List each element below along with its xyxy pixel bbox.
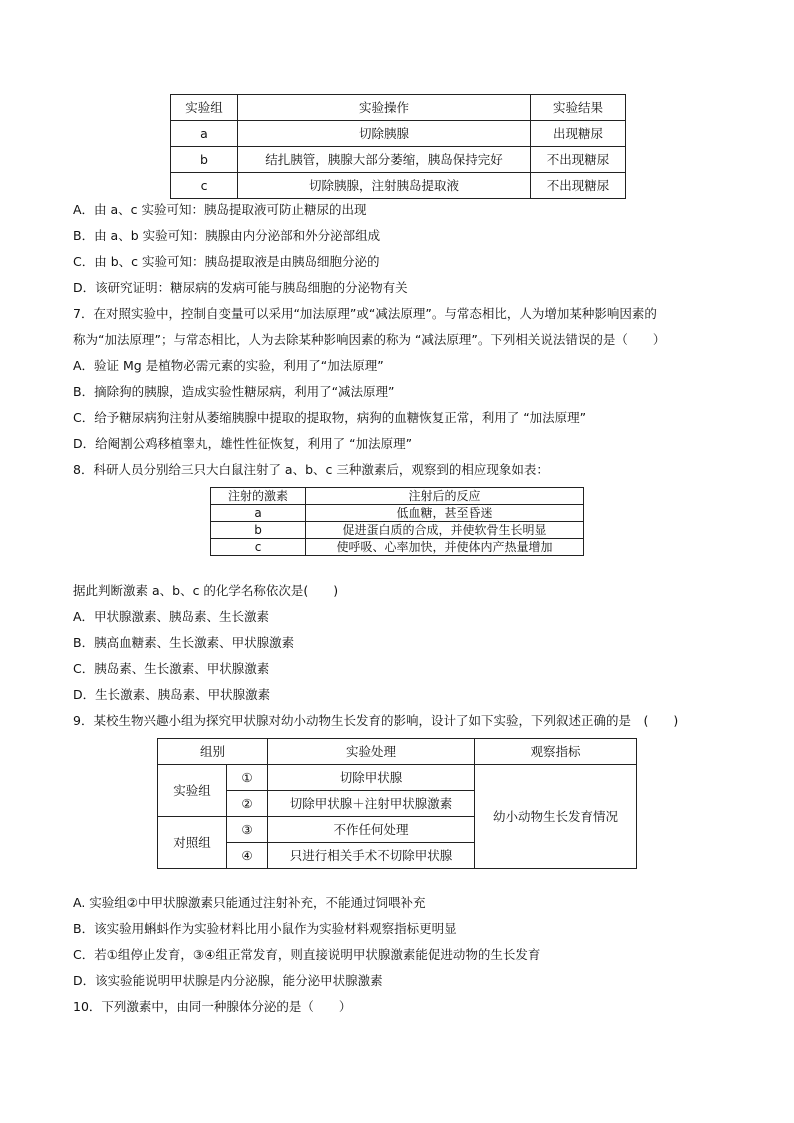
- table-row: [158, 765, 637, 791]
- table-header-row: [158, 739, 637, 765]
- q8-option-d: D．生长激素、胰岛素、甲状腺激素: [73, 687, 271, 702]
- table-row: [211, 505, 584, 522]
- header-cell: 实验操作: [238, 95, 531, 121]
- q8-option-b: B．胰高血糖素、生长激素、甲状腺激素: [73, 635, 295, 650]
- q9-option-b: B．该实验用蝌蚪作为实验材料比用小鼠作为实验材料观察指标更明显: [73, 921, 457, 936]
- q9-option-c: C．若①组停止发育，③④组正常发育，则直接说明甲状腺激素能促进动物的生长发育: [73, 947, 541, 962]
- treatment-cell: 只进行相关手术不切除甲状腺: [268, 843, 475, 869]
- table-row: [211, 522, 584, 539]
- q7-option-b: B．摘除狗的胰腺，造成实验性糖尿病，利用了“减法原理”: [73, 384, 395, 399]
- q7-stem-line1: 7．在对照实验中，控制自变量可以采用“加法原理”或“减法原理”。与常态相比，人为增加某种影响因素的: [73, 306, 657, 321]
- table-cell: a: [171, 121, 238, 147]
- table-cell: 切除胰腺: [238, 121, 531, 147]
- group-control: 对照组: [158, 817, 227, 869]
- table-cell: a: [211, 505, 306, 522]
- treatment-cell: 不作任何处理: [268, 817, 475, 843]
- table-cell: 出现糖尿: [531, 121, 626, 147]
- table-header-row: [171, 95, 626, 121]
- q9-option-a: A. 实验组②中甲状腺激素只能通过注射补充，不能通过饲喂补充: [73, 895, 426, 910]
- q6-option-b: B．由 a、b 实验可知：胰腺由内分泌部和外分泌部组成: [73, 228, 381, 243]
- row-number: ①: [227, 765, 268, 791]
- table-row: [171, 173, 626, 199]
- q8-question: 据此判断激素 a、b、c 的化学名称依次是( ): [73, 583, 339, 598]
- q8-stem: 8．科研人员分别给三只大白鼠注射了 a、b、c 三种激素后，观察到的相应现象如表：: [73, 462, 549, 477]
- table-header-row: [211, 488, 584, 505]
- q8-option-c: C．胰岛素、生长激素、甲状腺激素: [73, 661, 270, 676]
- treatment-cell: 切除甲状腺＋注射甲状腺激素: [268, 791, 475, 817]
- table-cell: 低血糖，甚至昏迷: [306, 505, 584, 522]
- q6-option-d: D．该研究证明：糖尿病的发病可能与胰岛细胞的分泌物有关: [73, 280, 408, 295]
- row-number: ②: [227, 791, 268, 817]
- q7-option-d: D．给阉割公鸡移植睾丸，雄性性征恢复，利用了 “加法原理”: [73, 436, 413, 451]
- table-cell: c: [171, 173, 238, 199]
- q9-option-d: D．该实验能说明甲状腺是内分泌腺，能分泌甲状腺激素: [73, 973, 383, 988]
- table-thyroid-experiment: [157, 738, 637, 869]
- table-cell: b: [211, 522, 306, 539]
- q8-option-a: A．甲状腺激素、胰岛素、生长激素: [73, 609, 270, 624]
- table-cell: 结扎胰管，胰腺大部分萎缩，胰岛保持完好: [238, 147, 531, 173]
- header-cell: 观察指标: [475, 739, 637, 765]
- table-row: [171, 121, 626, 147]
- q6-option-c: C．由 b、c 实验可知：胰岛提取液是由胰岛细胞分泌的: [73, 254, 380, 269]
- q10-stem: 10．下列激素中，由同一种腺体分泌的是（ ）: [73, 999, 352, 1014]
- header-cell: 实验处理: [268, 739, 475, 765]
- table-pancreas-experiment: [170, 94, 626, 199]
- row-number: ③: [227, 817, 268, 843]
- table-cell: c: [211, 539, 306, 556]
- table-cell: 切除胰腺，注射胰岛提取液: [238, 173, 531, 199]
- treatment-cell: 切除甲状腺: [268, 765, 475, 791]
- row-number: ④: [227, 843, 268, 869]
- q9-stem: 9．某校生物兴趣小组为探究甲状腺对幼小动物生长发育的影响，设计了如下实验，下列叙述正确的是 ( ): [73, 713, 679, 728]
- header-cell: 实验结果: [531, 95, 626, 121]
- header-cell: 实验组: [171, 95, 238, 121]
- table-cell: 不出现糖尿: [531, 147, 626, 173]
- table-hormone-injection: [210, 487, 584, 556]
- header-cell: 注射的激素: [211, 488, 306, 505]
- indicator-cell: 幼小动物生长发育情况: [475, 765, 637, 869]
- table-cell: b: [171, 147, 238, 173]
- table-cell: 不出现糖尿: [531, 173, 626, 199]
- q7-stem-line2: 称为“加法原理”；与常态相比，人为去除某种影响因素的称为 “减法原理”。下列相关说法错误的是（ ）: [73, 332, 666, 347]
- table-cell: 促进蛋白质的合成，并使软骨生长明显: [306, 522, 584, 539]
- header-cell: 注射后的反应: [306, 488, 584, 505]
- header-cell: 组别: [158, 739, 268, 765]
- q6-option-a: A．由 a、c 实验可知：胰岛提取液可防止糖尿的出现: [73, 202, 367, 217]
- q7-option-a: A．验证 Mg 是植物必需元素的实验，利用了“加法原理”: [73, 358, 384, 373]
- q7-option-c: C．给予糖尿病狗注射从萎缩胰腺中提取的提取物，病狗的血糖恢复正常，利用了 “加法原理”: [73, 410, 587, 425]
- table-row: [171, 147, 626, 173]
- group-experimental: 实验组: [158, 765, 227, 817]
- table-cell: 使呼吸、心率加快，并使体内产热量增加: [306, 539, 584, 556]
- table-row: [211, 539, 584, 556]
